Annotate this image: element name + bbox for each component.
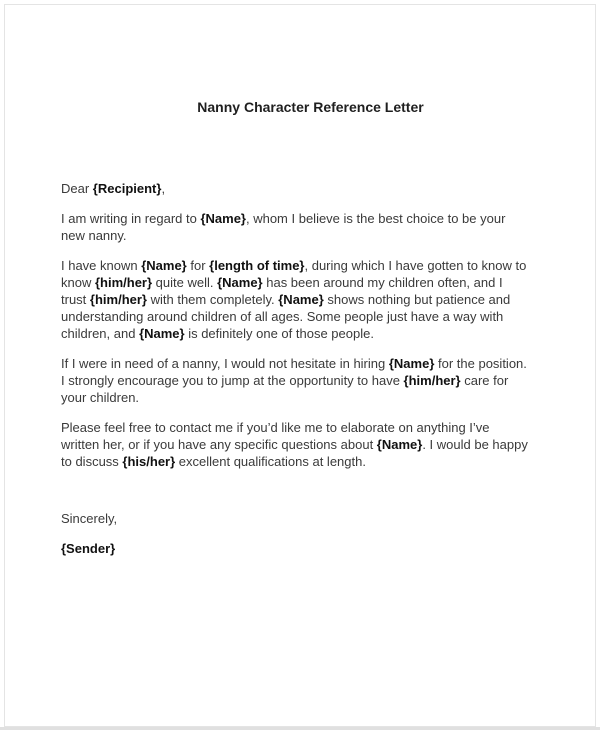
placeholder-token: {Recipient} [92, 181, 162, 196]
placeholder-token: {him/her} [403, 373, 461, 388]
paragraph-signature [61, 540, 560, 557]
placeholder-token: {Name} [376, 437, 423, 452]
paragraph-body-contact: Please feel free to contact me if you’d like me to elaborate on anything I’ve written her, or if you have any specific questions about {Name}. I would be happy to discuss {his/her} excellent qualifications at length. [61, 420, 528, 469]
placeholder-token: {Name} [200, 211, 246, 226]
placeholder-token: {length of time} [209, 258, 305, 273]
placeholder-token: {Name} [217, 275, 263, 290]
paragraph-body-recommend: If I were in need of a nanny, I would not hesitate in hiring {Name} for the position. I strongly encourage you to jump at the opportunity to have {him/her} care for your children. [61, 356, 527, 405]
placeholder-token: {Name} [141, 258, 187, 273]
letter-body [61, 180, 560, 557]
placeholder-token: {Name} [139, 326, 185, 341]
letter-title: Nanny Character Reference Letter [197, 99, 424, 115]
placeholder-token: {his/her} [122, 454, 176, 469]
placeholder-token: {him/her} [89, 292, 147, 307]
paragraph-salutation: Dear {Recipient}, [61, 181, 166, 196]
paragraph-closing: Sincerely, [61, 511, 118, 526]
placeholder-token: {Name} [388, 356, 435, 371]
placeholder-token: {Name} [278, 292, 324, 307]
paragraph-body-known: I have known {Name} for {length of time}, during which I have gotten to know to know {him/her} quite well. {Name} has been around my children often, and I trust {him/her} with them completely. {Name} shows nothing but patience and understanding around children of all ages. Some people just have a way with children, and {Name} is definitely one of those people. [61, 258, 527, 341]
placeholder-token: {Sender} [61, 541, 116, 556]
placeholder-token: {him/her} [94, 275, 153, 290]
paragraph-intro: I am writing in regard to {Name}, whom I believe is the best choice to be your new nanny. [61, 211, 506, 243]
